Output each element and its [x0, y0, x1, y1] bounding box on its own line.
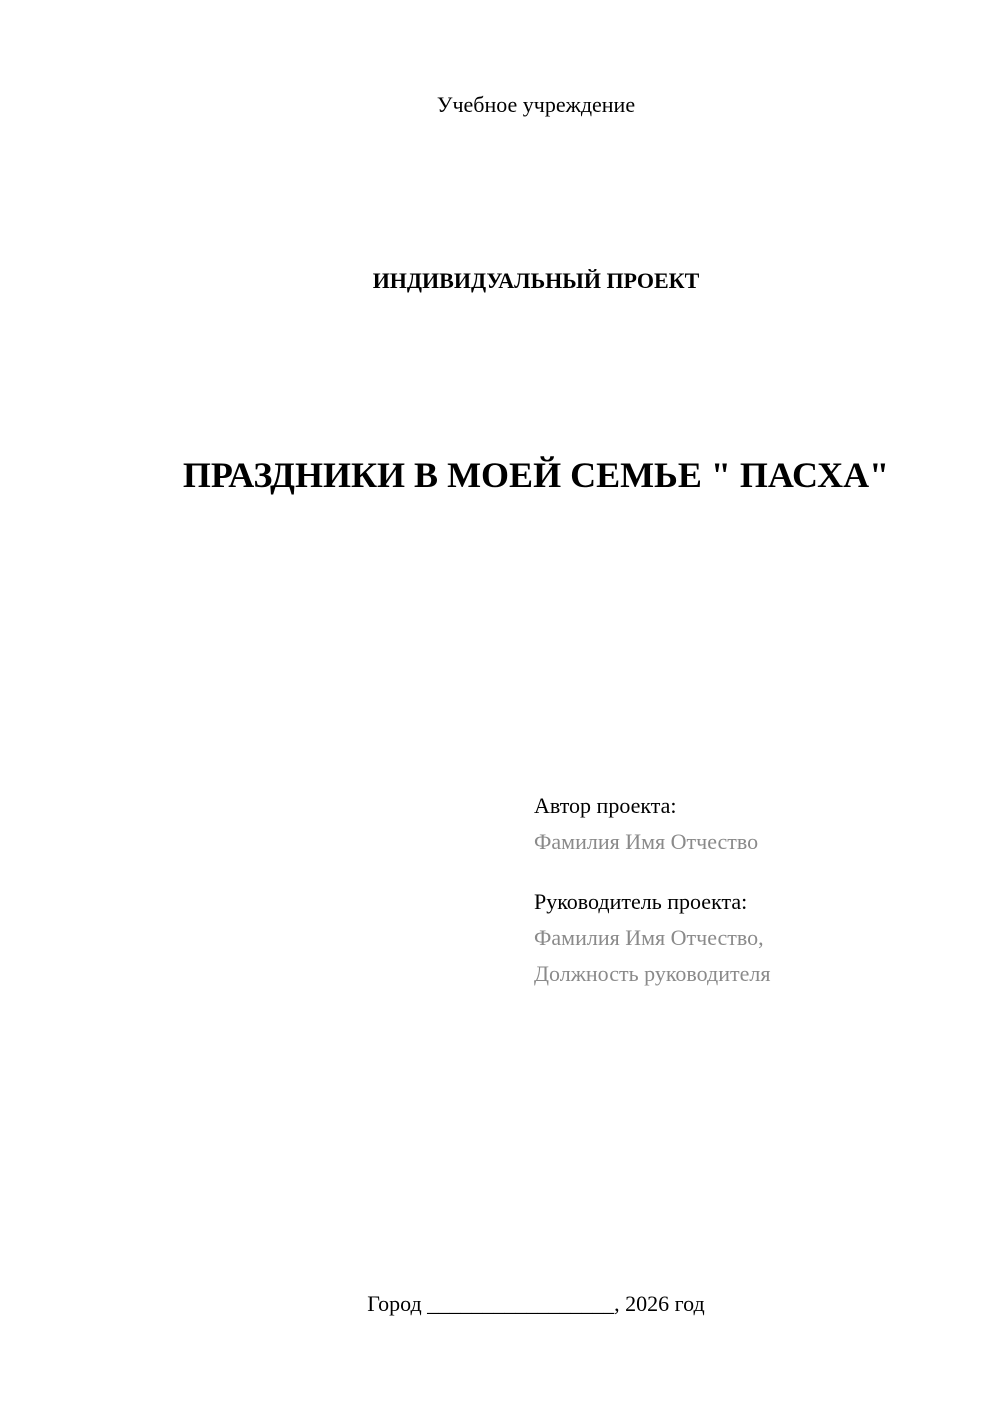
- credits-spacer: [534, 860, 974, 884]
- institution-name: Учебное учреждение: [436, 92, 636, 117]
- supervisor-position: Должность руководителя: [534, 961, 771, 986]
- credits-block: [534, 788, 974, 992]
- supervisor-label: Руководитель проекта:: [534, 889, 748, 914]
- author-name: Фамилия Имя Отчество: [534, 829, 759, 854]
- city-year-footer: Город _________________, 2026 год: [367, 1291, 705, 1316]
- author-label: Автор проекта:: [534, 793, 677, 818]
- project-kind-heading: ИНДИВИДУАЛЬНЫЙ ПРОЕКТ: [372, 268, 700, 293]
- project-title: ПРАЗДНИКИ В МОЕЙ СЕМЬЕ " ПАСХА": [182, 455, 890, 495]
- supervisor-name: Фамилия Имя Отчество,: [534, 925, 764, 950]
